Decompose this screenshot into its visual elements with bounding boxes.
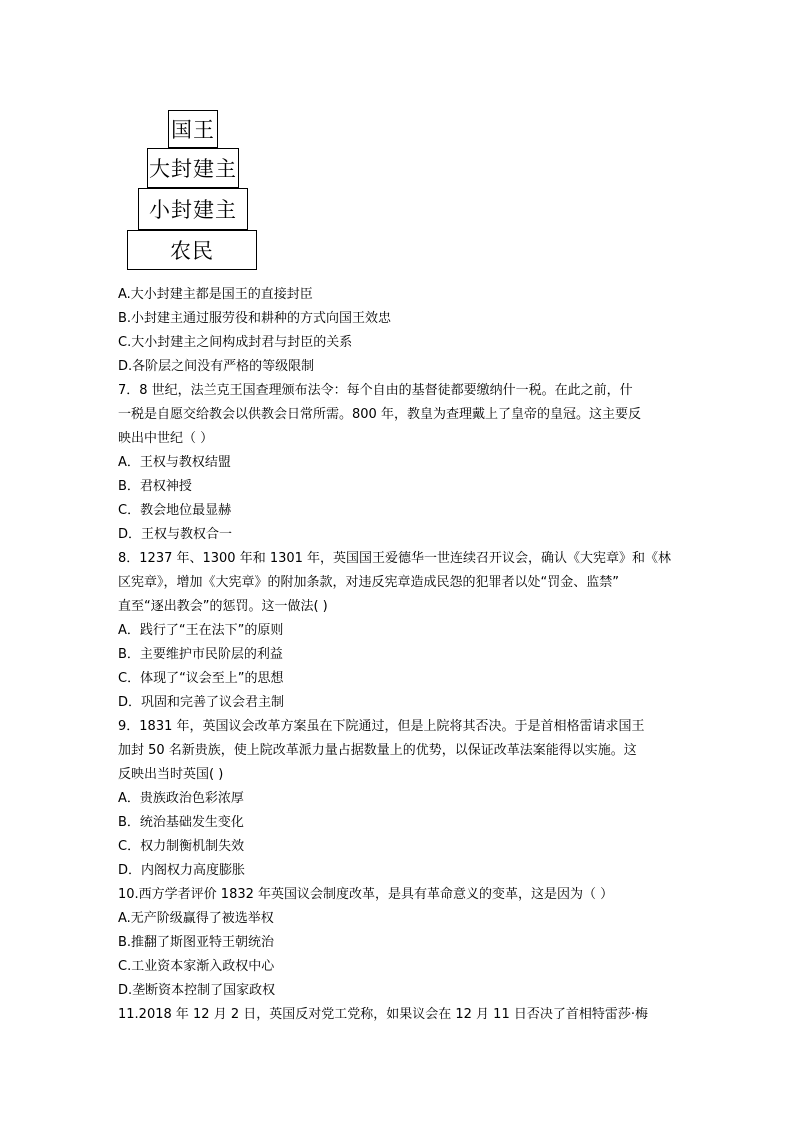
text-line: A．贵族政治色彩浓厚	[118, 791, 244, 806]
pyramid-level-king: 国王	[168, 110, 218, 148]
text-line: 一税是自愿交给教会以供教会日常所需。800 年，教皇为查理戴上了皇帝的皇冠。这主要反	[118, 407, 641, 422]
text-line: 8．1237 年、1300 年和 1301 年，英国国王爱德华一世连续召开议会，确认《大宪章》和《林	[118, 551, 672, 566]
text-line: 9．1831 年，英国议会改革方案虽在下院通过，但是上院将其否决。于是首相格雷请求国王	[118, 719, 645, 734]
text-line: B．君权神授	[118, 479, 192, 494]
text-line: C.工业资本家渐入政权中心	[118, 959, 275, 974]
text-line: A.大小封建主都是国王的直接封臣	[118, 287, 313, 302]
text-line: 加封 50 名新贵族，使上院改革派力量占据数量上的优势，以保证改革法案能得以实施。这	[118, 743, 637, 758]
text-line: C．权力制衡机制失效	[118, 839, 245, 854]
text-line: A．践行了“王在法下”的原则	[118, 623, 284, 638]
pyramid-level-lesser-lords: 小封建主	[138, 188, 248, 230]
text-line: C．体现了“议会至上”的思想	[118, 671, 284, 686]
text-line: 区宪章》，增加《大宪章》的附加条款，对违反宪章造成民怨的犯罪者以处“罚金、监禁”	[118, 575, 619, 590]
text-line: D．王权与教权合一	[118, 527, 233, 542]
text-line: 直至“逐出教会”的惩罚。这一做法( )	[118, 599, 328, 614]
text-line: D．内阁权力高度膨胀	[118, 863, 246, 878]
text-line: 映出中世纪（ ）	[118, 431, 214, 446]
text-line: 10.西方学者评价 1832 年英国议会制度改革，是具有革命意义的变革，这是因为（ ）	[118, 887, 614, 902]
text-line: B.推翻了斯图亚特王朝统治	[118, 935, 275, 950]
text-line: D.各阶层之间没有严格的等级限制	[118, 359, 315, 374]
text-line: C．教会地位最显赫	[118, 503, 232, 518]
text-line: 反映出当时英国( )	[118, 767, 224, 782]
text-line: C.大小封建主之间构成封君与封臣的关系	[118, 335, 353, 350]
question-text	[118, 283, 678, 1027]
pyramid-level-great-lords: 大封建主	[147, 148, 239, 188]
text-line: D.垄断资本控制了国家政权	[118, 983, 276, 998]
pyramid-level-peasants: 农民	[127, 230, 257, 270]
text-line: D．巩固和完善了议会君主制	[118, 695, 285, 710]
text-line: B．统治基础发生变化	[118, 815, 244, 830]
text-line: B．主要维护市民阶层的利益	[118, 647, 283, 662]
text-line: 7．8 世纪，法兰克王国查理颁布法令：每个自由的基督徒都要缴纳什一税。在此之前，什	[118, 383, 633, 398]
text-line: 11.2018 年 12 月 2 日，英国反对党工党称，如果议会在 12 月 11 日否决了首相特雷莎·梅	[118, 1007, 648, 1022]
text-line: B.小封建主通过服劳役和耕种的方式向国王效忠	[118, 311, 392, 326]
text-line: A.无产阶级赢得了被选举权	[118, 911, 274, 926]
text-line: A．王权与教权结盟	[118, 455, 231, 470]
